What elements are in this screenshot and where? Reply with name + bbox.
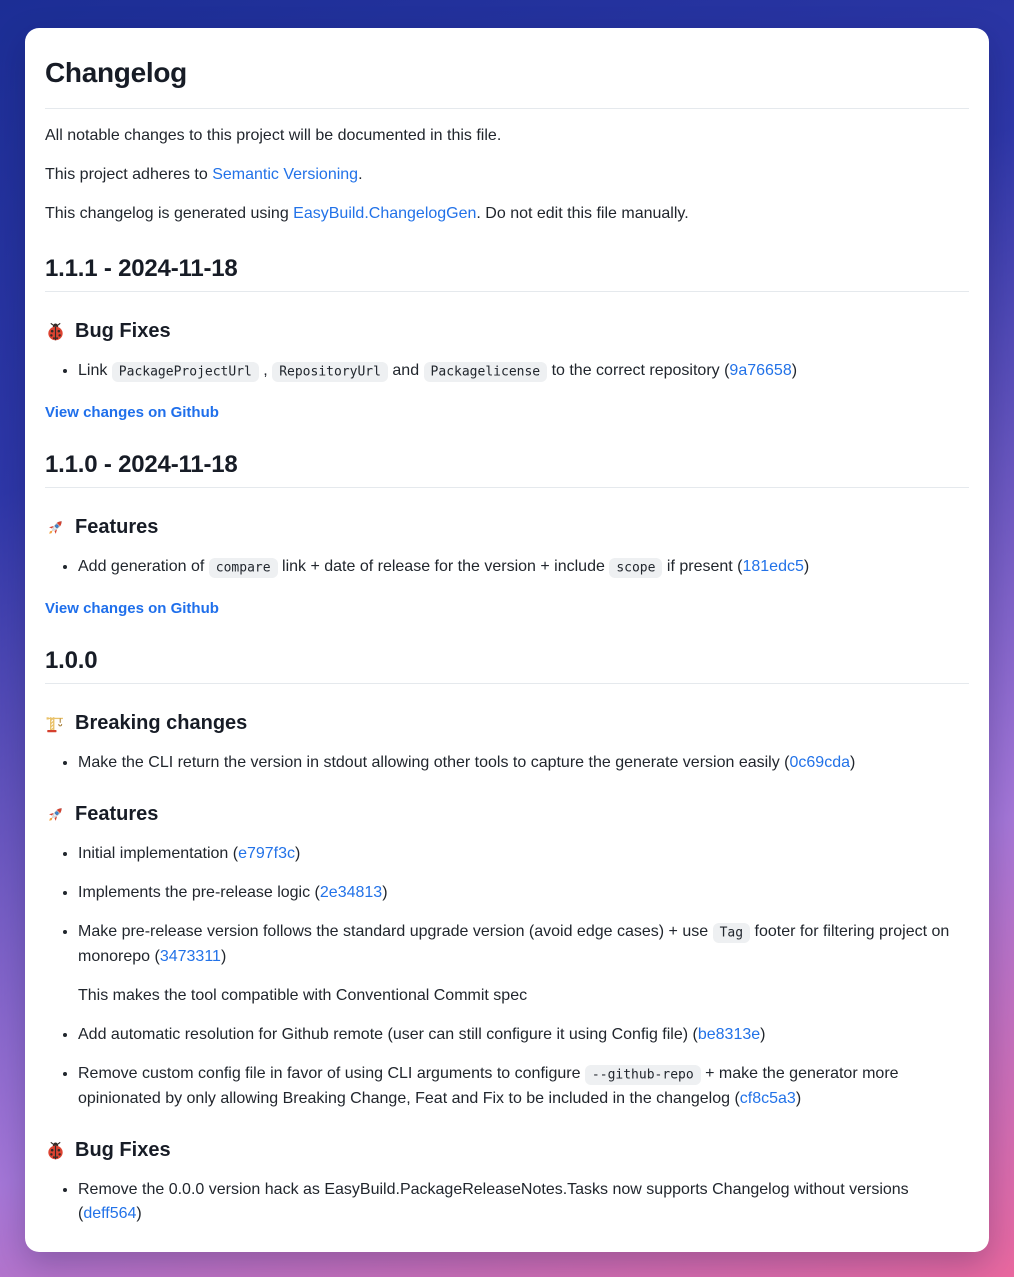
inline-link[interactable]: be8313e	[697, 1026, 761, 1043]
inline-link[interactable]: deff564	[83, 1205, 137, 1222]
text-segment: )	[760, 1026, 766, 1043]
change-text	[78, 842, 969, 866]
change-list	[45, 1178, 969, 1226]
text-segment: ,	[258, 362, 273, 379]
release-divider	[45, 683, 969, 684]
change-item	[78, 881, 969, 905]
text-segment: Implements the pre-release logic (	[78, 884, 320, 901]
change-item	[78, 555, 969, 580]
change-text	[78, 1023, 969, 1047]
inline-link[interactable]: 9a76658	[729, 362, 792, 379]
rocket-icon	[45, 804, 66, 825]
text-segment: .	[358, 166, 363, 183]
inline-code: RepositoryUrl	[272, 362, 388, 382]
inline-link[interactable]: cf8c5a3	[739, 1090, 796, 1107]
release-version-heading: 1.1.1 - 2024-11-18	[45, 255, 238, 282]
text-segment: )	[220, 948, 227, 965]
release-version-heading: 1.0.0	[45, 647, 98, 674]
section-title: Bug Fixes	[75, 320, 171, 342]
release-1.1.1	[45, 254, 969, 422]
release-1.1.0	[45, 450, 969, 618]
text-segment: to the correct repository (	[547, 362, 730, 379]
text-segment: . Do not edit this file manually.	[476, 205, 689, 222]
change-text	[78, 751, 969, 775]
text-segment: This changelog is generated using	[45, 205, 294, 222]
inline-code: scope	[609, 558, 662, 578]
section-heading	[45, 1137, 969, 1163]
change-list	[45, 555, 969, 580]
section-title: Features	[75, 516, 159, 538]
inline-link[interactable]: 0c69cda	[789, 754, 850, 771]
release-version-heading: 1.1.0 - 2024-11-18	[45, 451, 238, 478]
ladybug-icon	[45, 1140, 66, 1161]
change-item	[78, 920, 969, 1008]
change-list	[45, 751, 969, 775]
inline-link[interactable]: EasyBuild.ChangelogGen	[293, 205, 477, 222]
change-text	[78, 359, 969, 384]
text-segment: )	[295, 845, 301, 862]
change-item	[78, 1178, 969, 1226]
section-title: Bug Fixes	[75, 1139, 171, 1161]
rocket-icon	[45, 517, 66, 538]
inline-code: PackageProjectUrl	[112, 362, 259, 382]
section-title: Features	[75, 803, 159, 825]
change-list	[45, 842, 969, 1111]
change-item	[78, 751, 969, 775]
text-segment: Add automatic resolution for Github remote (user can still configure it using Config file) (	[78, 1026, 698, 1043]
text-segment: Remove custom config file in favor of using CLI arguments to configure	[78, 1065, 585, 1082]
text-segment: )	[850, 754, 856, 771]
change-text	[78, 881, 969, 905]
change-item	[78, 359, 969, 384]
text-segment: footer for filtering project on monorepo (	[78, 923, 950, 965]
change-text	[78, 1062, 969, 1111]
section-heading	[45, 514, 969, 540]
view-changes-link[interactable]: View changes on Github	[45, 404, 219, 421]
intro-paragraph	[45, 124, 969, 148]
section-heading	[45, 801, 969, 827]
text-segment: )	[803, 558, 810, 575]
title-divider	[45, 108, 969, 109]
intro-paragraph	[45, 202, 969, 226]
text-segment: )	[382, 884, 388, 901]
inline-link[interactable]: e797f3c	[238, 845, 296, 862]
change-item	[78, 1023, 969, 1047]
text-segment: Remove the 0.0.0 version hack as EasyBuild.PackageReleaseNotes.Tasks now supports Changelog without versions (	[78, 1181, 909, 1222]
section-title: Breaking changes	[75, 712, 248, 734]
text-segment: + make the generator more opinionated by only allowing Breaking Change, Feat and Fix to be included in the changelog (	[78, 1065, 899, 1107]
inline-link[interactable]: Semantic Versioning	[212, 166, 359, 183]
change-note: This makes the tool compatible with Conventional Commit spec	[78, 987, 528, 1004]
change-text	[78, 1178, 969, 1226]
section-heading	[45, 710, 969, 736]
inline-link[interactable]: 3473311	[159, 948, 221, 965]
view-changes-link[interactable]: View changes on Github	[45, 600, 219, 617]
release-divider	[45, 291, 969, 292]
intro-paragraph	[45, 163, 969, 187]
text-segment: This project adheres to	[45, 166, 213, 183]
text-segment: and	[387, 362, 424, 379]
text-segment: )	[791, 362, 798, 379]
release-divider	[45, 487, 969, 488]
inline-link[interactable]: 181edc5	[742, 558, 804, 575]
page-title: Changelog	[45, 57, 187, 88]
text-segment: Make pre-release version follows the standard upgrade version (avoid edge cases) + use	[78, 923, 713, 940]
text-segment: Add generation of	[78, 558, 209, 575]
change-text	[78, 555, 969, 580]
text-segment: All notable changes to this project will be documented in this file.	[45, 127, 502, 144]
inline-code: Packagelicense	[424, 362, 548, 382]
section-heading	[45, 318, 969, 344]
change-item	[78, 1062, 969, 1111]
change-list	[45, 359, 969, 384]
ladybug-icon	[45, 321, 66, 342]
changelog-card	[25, 28, 989, 1252]
text-segment: Initial implementation (	[78, 845, 239, 862]
crane-icon	[45, 713, 66, 734]
text-segment: if present (	[662, 558, 743, 575]
releases-section	[45, 254, 969, 1226]
inline-code: Tag	[713, 923, 750, 943]
text-segment: )	[136, 1205, 142, 1222]
inline-code: --github-repo	[585, 1065, 701, 1085]
text-segment: Make the CLI return the version in stdout allowing other tools to capture the generate version easily (	[78, 754, 790, 771]
intro-section	[45, 124, 969, 226]
inline-link[interactable]: 2e34813	[319, 884, 383, 901]
change-text	[78, 920, 969, 969]
text-segment: link + date of release for the version + include	[277, 558, 610, 575]
change-item	[78, 842, 969, 866]
text-segment: Link	[78, 362, 112, 379]
inline-code: compare	[209, 558, 278, 578]
text-segment: )	[795, 1090, 802, 1107]
release-1.0.0	[45, 646, 969, 1226]
